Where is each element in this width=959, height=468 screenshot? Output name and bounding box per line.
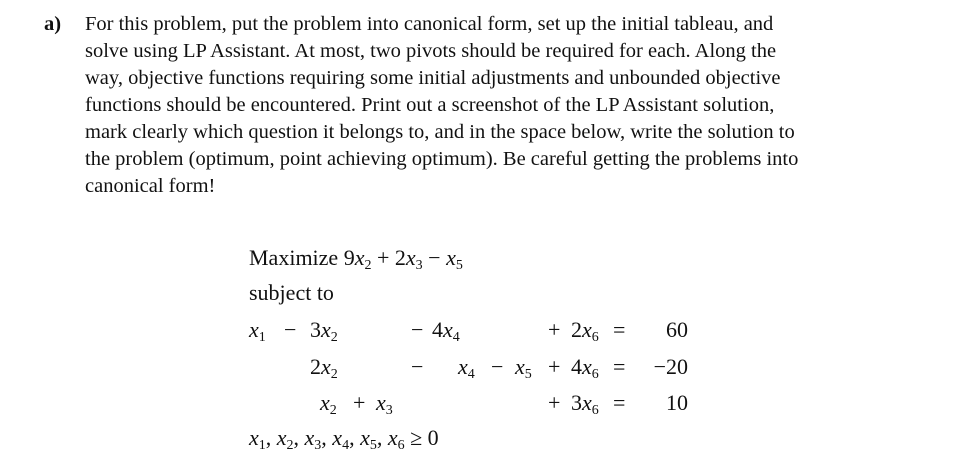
term: $x_5$ [515, 354, 532, 382]
term: $4x_4$ [432, 317, 460, 345]
nonnegativity-constraint: $x_1$, $x_2$, $x_3$, $x_4$, $x_5$, $x_6 \ge 0$ [249, 425, 439, 453]
objective-row [249, 245, 463, 273]
problem-label: a) [44, 13, 62, 35]
term: − [411, 354, 424, 379]
term: $3x_6$ [571, 390, 599, 418]
term: $2x_2$ [310, 354, 338, 382]
term: − [491, 354, 504, 379]
rhs: −20 [653, 354, 688, 379]
term: + [548, 390, 561, 415]
problem-instructions [85, 11, 945, 200]
relation: = [613, 390, 626, 415]
instruction-line: canonical form! [85, 175, 216, 197]
term: $3x_2$ [310, 317, 338, 345]
term: − [411, 317, 424, 342]
term: + [548, 354, 561, 379]
term: + [548, 317, 561, 342]
rhs: 60 [666, 317, 688, 342]
instruction-line: solve using LP Assistant. At most, two pivots should be required for each. Along the [85, 40, 777, 62]
instruction-line: mark clearly which question it belongs to, and in the space below, write the solution to [85, 121, 795, 143]
term: $2x_6$ [571, 317, 599, 345]
instruction-line: functions should be encountered. Print out a screenshot of the LP Assistant solution, [85, 94, 775, 116]
term: $x_2$ [320, 390, 337, 418]
relation: = [613, 317, 626, 342]
objective-keyword: Maximize [249, 245, 339, 270]
term: $x_1$ [249, 317, 266, 345]
term: − [284, 317, 297, 342]
instruction-line: the problem (optimum, point achieving optimum). Be careful getting the problems into [85, 148, 799, 170]
relation: = [613, 354, 626, 379]
rhs: 10 [666, 390, 688, 415]
term: $x_3$ [376, 390, 393, 418]
instruction-line: way, objective functions requiring some initial adjustments and unbounded objective [85, 67, 781, 89]
instruction-line: For this problem, put the problem into canonical form, set up the initial tableau, and [85, 13, 774, 35]
subject-to-label: subject to [249, 280, 334, 305]
term: + [353, 390, 366, 415]
term: $4x_6$ [571, 354, 599, 382]
term: $x_4$ [458, 354, 475, 382]
objective-expression: $9x_2 + 2x_3 - x_5$ [343, 245, 463, 273]
